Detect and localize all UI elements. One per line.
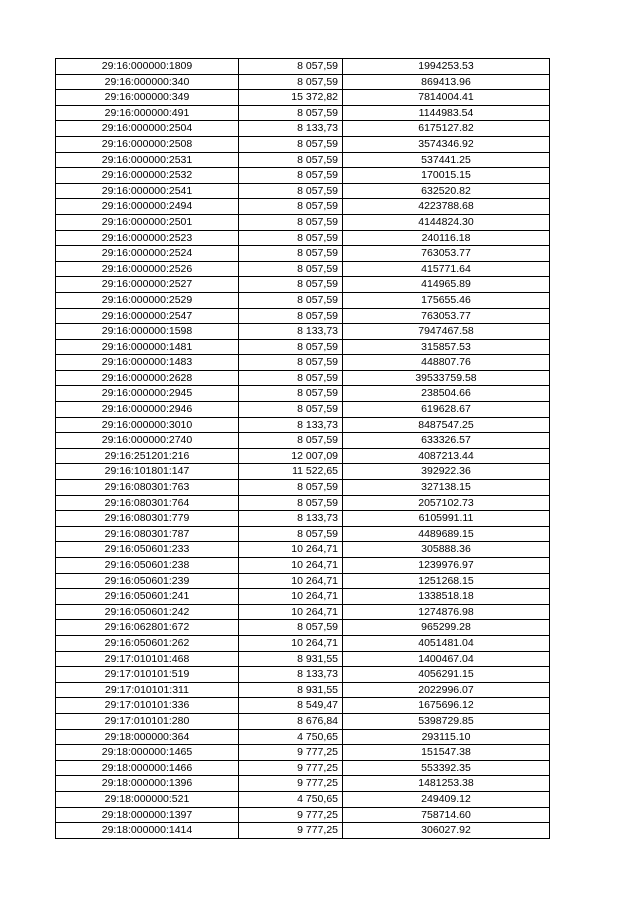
table-row — [56, 214, 550, 230]
cadastral-number-cell: 29:17:010101:519 — [56, 667, 239, 683]
cadastral-number-cell: 29:18:000000:364 — [56, 729, 239, 745]
cadastral-number-cell: 29:16:000000:2527 — [56, 277, 239, 293]
value-cell: 6175127.82 — [343, 121, 550, 137]
rate-cell: 8 133,73 — [239, 324, 343, 340]
cadastral-value-table — [55, 58, 550, 839]
cadastral-number-cell: 29:16:000000:2494 — [56, 199, 239, 215]
value-cell: 315857.53 — [343, 339, 550, 355]
value-cell: 392922.36 — [343, 464, 550, 480]
value-cell: 4056291.15 — [343, 667, 550, 683]
rate-cell: 10 264,71 — [239, 604, 343, 620]
rate-cell: 8 057,59 — [239, 74, 343, 90]
rate-cell: 4 750,65 — [239, 791, 343, 807]
rate-cell: 15 372,82 — [239, 90, 343, 106]
rate-cell: 8 057,59 — [239, 526, 343, 542]
rate-cell: 8 057,59 — [239, 183, 343, 199]
table-row — [56, 277, 550, 293]
rate-cell: 10 264,71 — [239, 542, 343, 558]
value-cell: 238504.66 — [343, 386, 550, 402]
value-cell: 763053.77 — [343, 308, 550, 324]
cadastral-number-cell: 29:16:062801:672 — [56, 620, 239, 636]
table-row — [56, 339, 550, 355]
cadastral-number-cell: 29:18:000000:1466 — [56, 760, 239, 776]
rate-cell: 8 057,59 — [239, 433, 343, 449]
cadastral-number-cell: 29:16:050601:238 — [56, 558, 239, 574]
value-cell: 306027.92 — [343, 823, 550, 839]
table-row — [56, 355, 550, 371]
value-cell: 965299.28 — [343, 620, 550, 636]
table-row — [56, 183, 550, 199]
rate-cell: 8 057,59 — [239, 261, 343, 277]
rate-cell: 10 264,71 — [239, 589, 343, 605]
cadastral-number-cell: 29:16:000000:2501 — [56, 214, 239, 230]
cadastral-number-cell: 29:16:000000:3010 — [56, 417, 239, 433]
cadastral-number-cell: 29:16:000000:1481 — [56, 339, 239, 355]
rate-cell: 8 057,59 — [239, 277, 343, 293]
cadastral-number-cell: 29:16:251201:216 — [56, 448, 239, 464]
rate-cell: 8 133,73 — [239, 121, 343, 137]
table-row — [56, 230, 550, 246]
cadastral-number-cell: 29:16:000000:2508 — [56, 136, 239, 152]
rate-cell: 12 007,09 — [239, 448, 343, 464]
cadastral-number-cell: 29:18:000000:1414 — [56, 823, 239, 839]
rate-cell: 10 264,71 — [239, 558, 343, 574]
table-row — [56, 823, 550, 839]
value-cell: 2057102.73 — [343, 495, 550, 511]
cadastral-number-cell: 29:18:000000:1465 — [56, 745, 239, 761]
table-row — [56, 199, 550, 215]
value-cell: 1675696.12 — [343, 698, 550, 714]
rate-cell: 11 522,65 — [239, 464, 343, 480]
rate-cell: 8 133,73 — [239, 667, 343, 683]
rate-cell: 8 057,59 — [239, 136, 343, 152]
value-cell: 619628.67 — [343, 402, 550, 418]
rate-cell: 8 057,59 — [239, 355, 343, 371]
cadastral-number-cell: 29:17:010101:468 — [56, 651, 239, 667]
cadastral-number-cell: 29:18:000000:1397 — [56, 807, 239, 823]
value-cell: 1251268.15 — [343, 573, 550, 589]
cadastral-number-cell: 29:17:010101:336 — [56, 698, 239, 714]
value-cell: 8487547.25 — [343, 417, 550, 433]
value-cell: 327138.15 — [343, 480, 550, 496]
value-cell: 293115.10 — [343, 729, 550, 745]
value-cell: 1239976.97 — [343, 558, 550, 574]
value-cell: 7947467.58 — [343, 324, 550, 340]
rate-cell: 9 777,25 — [239, 807, 343, 823]
rate-cell: 8 931,55 — [239, 682, 343, 698]
table-row — [56, 667, 550, 683]
rate-cell: 8 057,59 — [239, 308, 343, 324]
cadastral-number-cell: 29:16:000000:2531 — [56, 152, 239, 168]
table-row — [56, 604, 550, 620]
value-cell: 4223788.68 — [343, 199, 550, 215]
table-row — [56, 370, 550, 386]
value-cell: 4489689.15 — [343, 526, 550, 542]
cadastral-number-cell: 29:16:000000:2532 — [56, 168, 239, 184]
rate-cell: 9 777,25 — [239, 760, 343, 776]
cadastral-number-cell: 29:16:000000:1598 — [56, 324, 239, 340]
cadastral-number-cell: 29:16:000000:349 — [56, 90, 239, 106]
table-row — [56, 292, 550, 308]
cadastral-number-cell: 29:16:080301:763 — [56, 480, 239, 496]
rate-cell: 8 057,59 — [239, 370, 343, 386]
value-cell: 1144983.54 — [343, 105, 550, 121]
cadastral-number-cell: 29:16:101801:147 — [56, 464, 239, 480]
table-row — [56, 90, 550, 106]
cadastral-number-cell: 29:18:000000:1396 — [56, 776, 239, 792]
cadastral-number-cell: 29:16:000000:2946 — [56, 402, 239, 418]
value-cell: 305888.36 — [343, 542, 550, 558]
cadastral-number-cell: 29:16:000000:491 — [56, 105, 239, 121]
table-row — [56, 635, 550, 651]
table-row — [56, 542, 550, 558]
value-cell: 4051481.04 — [343, 635, 550, 651]
cadastral-number-cell: 29:17:010101:280 — [56, 713, 239, 729]
value-cell: 7814004.41 — [343, 90, 550, 106]
rate-cell: 8 057,59 — [239, 480, 343, 496]
rate-cell: 8 057,59 — [239, 168, 343, 184]
rate-cell: 8 057,59 — [239, 105, 343, 121]
cadastral-number-cell: 29:16:000000:2526 — [56, 261, 239, 277]
table-row — [56, 511, 550, 527]
table-row — [56, 74, 550, 90]
value-cell: 4087213.44 — [343, 448, 550, 464]
value-cell: 1274876.98 — [343, 604, 550, 620]
value-cell: 414965.89 — [343, 277, 550, 293]
rate-cell: 4 750,65 — [239, 729, 343, 745]
table-row — [56, 261, 550, 277]
cadastral-number-cell: 29:16:000000:2523 — [56, 230, 239, 246]
table-row — [56, 433, 550, 449]
value-cell: 763053.77 — [343, 246, 550, 262]
rate-cell: 8 057,59 — [239, 495, 343, 511]
value-cell: 3574346.92 — [343, 136, 550, 152]
table-row — [56, 651, 550, 667]
rate-cell: 8 549,47 — [239, 698, 343, 714]
value-cell: 1994253.53 — [343, 59, 550, 75]
rate-cell: 8 057,59 — [239, 230, 343, 246]
rate-cell: 8 057,59 — [239, 339, 343, 355]
table-row — [56, 402, 550, 418]
value-cell: 553392.35 — [343, 760, 550, 776]
rate-cell: 8 057,59 — [239, 214, 343, 230]
table-row — [56, 745, 550, 761]
value-cell: 1338518.18 — [343, 589, 550, 605]
cadastral-number-cell: 29:16:000000:2547 — [56, 308, 239, 324]
table-row — [56, 448, 550, 464]
rate-cell: 8 133,73 — [239, 417, 343, 433]
table-row — [56, 59, 550, 75]
cadastral-number-cell: 29:16:050601:242 — [56, 604, 239, 620]
value-cell: 6105991.11 — [343, 511, 550, 527]
value-cell: 240116.18 — [343, 230, 550, 246]
table-row — [56, 324, 550, 340]
table-row — [56, 713, 550, 729]
table-row — [56, 480, 550, 496]
table-row — [56, 791, 550, 807]
table-row — [56, 121, 550, 137]
cadastral-number-cell: 29:17:010101:311 — [56, 682, 239, 698]
cadastral-number-cell: 29:16:000000:2524 — [56, 246, 239, 262]
table-row — [56, 620, 550, 636]
table-row — [56, 464, 550, 480]
cadastral-number-cell: 29:16:000000:2504 — [56, 121, 239, 137]
rate-cell: 8 057,59 — [239, 59, 343, 75]
cadastral-number-cell: 29:16:000000:340 — [56, 74, 239, 90]
value-cell: 632520.82 — [343, 183, 550, 199]
cadastral-number-cell: 29:16:000000:2945 — [56, 386, 239, 402]
value-cell: 537441.25 — [343, 152, 550, 168]
cadastral-number-cell: 29:16:050601:241 — [56, 589, 239, 605]
value-cell: 4144824.30 — [343, 214, 550, 230]
table-row — [56, 526, 550, 542]
table-row — [56, 495, 550, 511]
rate-cell: 8 057,59 — [239, 620, 343, 636]
value-cell: 175655.46 — [343, 292, 550, 308]
rate-cell: 9 777,25 — [239, 776, 343, 792]
table-row — [56, 386, 550, 402]
cadastral-number-cell: 29:18:000000:521 — [56, 791, 239, 807]
value-cell: 633326.57 — [343, 433, 550, 449]
value-cell: 869413.96 — [343, 74, 550, 90]
table-row — [56, 760, 550, 776]
cadastral-number-cell: 29:16:080301:764 — [56, 495, 239, 511]
cadastral-number-cell: 29:16:000000:2628 — [56, 370, 239, 386]
table-row — [56, 807, 550, 823]
value-cell: 5398729.85 — [343, 713, 550, 729]
cadastral-number-cell: 29:16:000000:2529 — [56, 292, 239, 308]
rate-cell: 9 777,25 — [239, 823, 343, 839]
table-row — [56, 776, 550, 792]
rate-cell: 8 133,73 — [239, 511, 343, 527]
table-row — [56, 682, 550, 698]
value-cell: 448807.76 — [343, 355, 550, 371]
table-row — [56, 573, 550, 589]
rate-cell: 8 057,59 — [239, 199, 343, 215]
rate-cell: 8 676,84 — [239, 713, 343, 729]
cadastral-number-cell: 29:16:000000:1809 — [56, 59, 239, 75]
value-cell: 39533759.58 — [343, 370, 550, 386]
rate-cell: 8 931,55 — [239, 651, 343, 667]
cadastral-number-cell: 29:16:050601:262 — [56, 635, 239, 651]
cadastral-number-cell: 29:16:000000:1483 — [56, 355, 239, 371]
table-row — [56, 417, 550, 433]
value-cell: 151547.38 — [343, 745, 550, 761]
cadastral-number-cell: 29:16:050601:233 — [56, 542, 239, 558]
cadastral-number-cell: 29:16:000000:2541 — [56, 183, 239, 199]
rate-cell: 8 057,59 — [239, 402, 343, 418]
value-cell: 170015.15 — [343, 168, 550, 184]
value-cell: 758714.60 — [343, 807, 550, 823]
table-row — [56, 105, 550, 121]
table-row — [56, 246, 550, 262]
rate-cell: 8 057,59 — [239, 386, 343, 402]
rate-cell: 8 057,59 — [239, 152, 343, 168]
cadastral-number-cell: 29:16:050601:239 — [56, 573, 239, 589]
cadastral-number-cell: 29:16:000000:2740 — [56, 433, 239, 449]
value-cell: 415771.64 — [343, 261, 550, 277]
table-row — [56, 729, 550, 745]
value-cell: 1481253.38 — [343, 776, 550, 792]
value-cell: 1400467.04 — [343, 651, 550, 667]
table-row — [56, 558, 550, 574]
value-cell: 249409.12 — [343, 791, 550, 807]
table-row — [56, 152, 550, 168]
cadastral-number-cell: 29:16:080301:787 — [56, 526, 239, 542]
table-row — [56, 589, 550, 605]
rate-cell: 8 057,59 — [239, 246, 343, 262]
table-row — [56, 698, 550, 714]
rate-cell: 10 264,71 — [239, 573, 343, 589]
table-row — [56, 136, 550, 152]
table-row — [56, 308, 550, 324]
rate-cell: 9 777,25 — [239, 745, 343, 761]
rate-cell: 10 264,71 — [239, 635, 343, 651]
rate-cell: 8 057,59 — [239, 292, 343, 308]
table-body — [56, 59, 550, 839]
table-row — [56, 168, 550, 184]
cadastral-number-cell: 29:16:080301:779 — [56, 511, 239, 527]
value-cell: 2022996.07 — [343, 682, 550, 698]
